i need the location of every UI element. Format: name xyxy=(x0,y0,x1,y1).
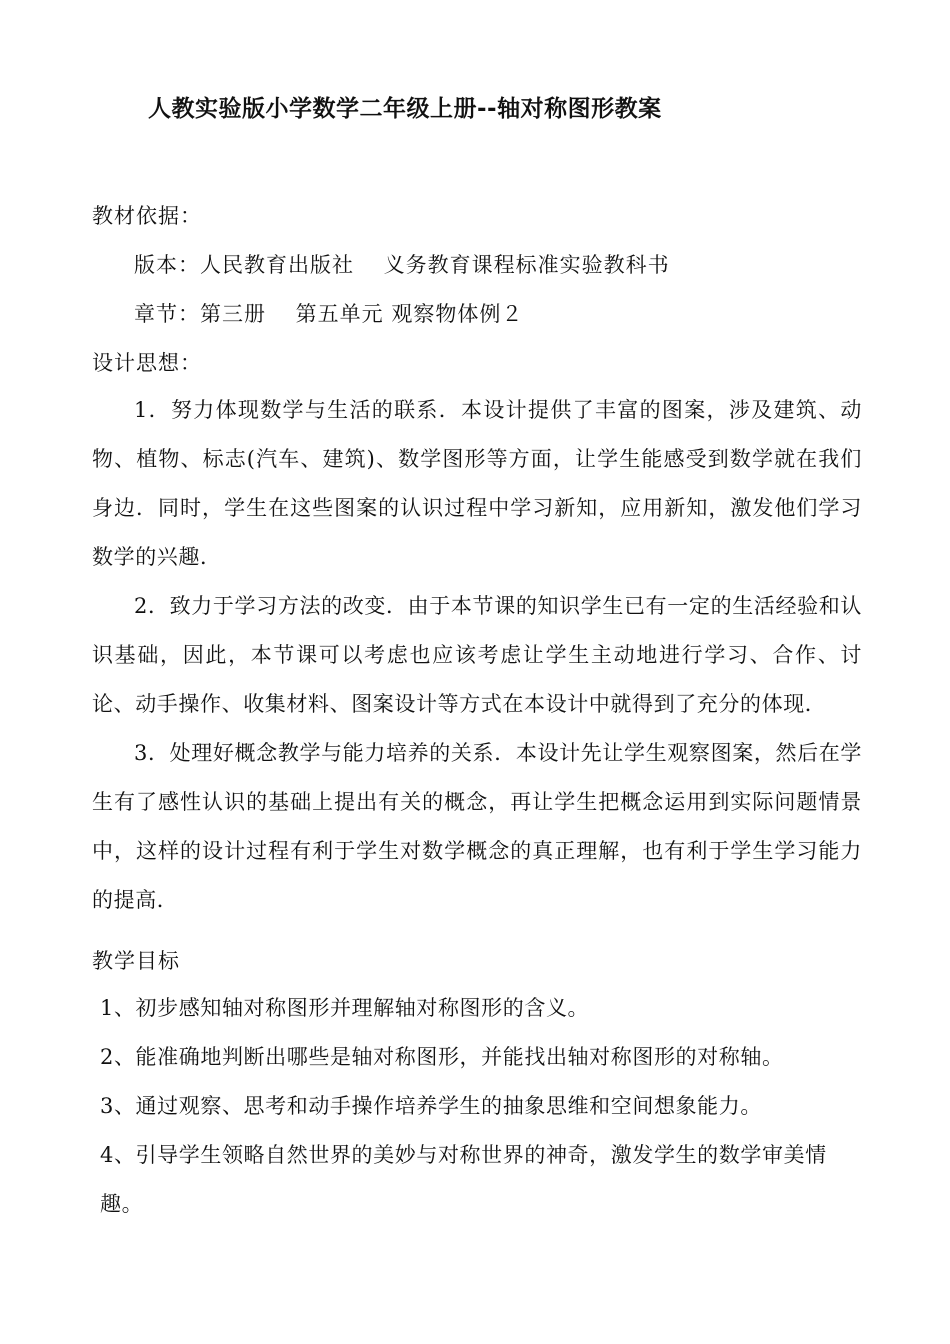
design-paragraph-3: 3．处理好概念教学与能力培养的关系．本设计先让学生观察图案，然后在学生有了感性认识的基础上提出有关的概念，再让学生把概念运用到实际问题情景中，这样的设计过程有利于学生对数学概念的真正理解，也有利于学生学习能力的提高． xyxy=(92,741,862,912)
goals-heading: 教学目标 xyxy=(92,949,180,973)
design-paragraph-2: 2．致力于学习方法的改变．由于本节课的知识学生已有一定的生活经验和认识基础，因此，本节课可以考虑也应该考虑让学生主动地进行学习、合作、讨论、动手操作、收集材料、图案设计等方式在本设计中就得到了充分的体现． xyxy=(92,594,862,716)
goal-item-1: 1、初步感知轴对称图形并理解轴对称图形的含义。 xyxy=(100,996,590,1020)
goal-item-3: 3、通过观察、思考和动手操作培养学生的抽象思维和空间想象能力。 xyxy=(100,1094,762,1118)
goal-item-2: 2、能准确地判断出哪些是轴对称图形，并能找出轴对称图形的对称轴。 xyxy=(100,1045,784,1069)
basis-heading: 教材依据： xyxy=(92,204,202,228)
design-paragraph-1: 1．努力体现数学与生活的联系．本设计提供了丰富的图案，涉及建筑、动物、植物、标志(汽车、建筑)、数学图形等方面，让学生能感受到数学就在我们身边．同时，学生在这些图案的认识过程中学习新知，应用新知，激发他们学习数学的兴趣． xyxy=(92,398,862,569)
basis-chapter: 章节：第三册 第五单元 观察物体例２ xyxy=(134,302,524,326)
basis-edition: 版本：人民教育出版社 义务教育课程标准实验教科书 xyxy=(134,253,670,277)
document-title: 人教实验版小学数学二年级上册--轴对称图形教案 xyxy=(148,96,662,122)
design-heading: 设计思想： xyxy=(92,351,202,375)
goal-item-4: 4、引导学生领略自然世界的美妙与对称世界的神奇，激发学生的数学审美情趣。 xyxy=(100,1143,827,1216)
